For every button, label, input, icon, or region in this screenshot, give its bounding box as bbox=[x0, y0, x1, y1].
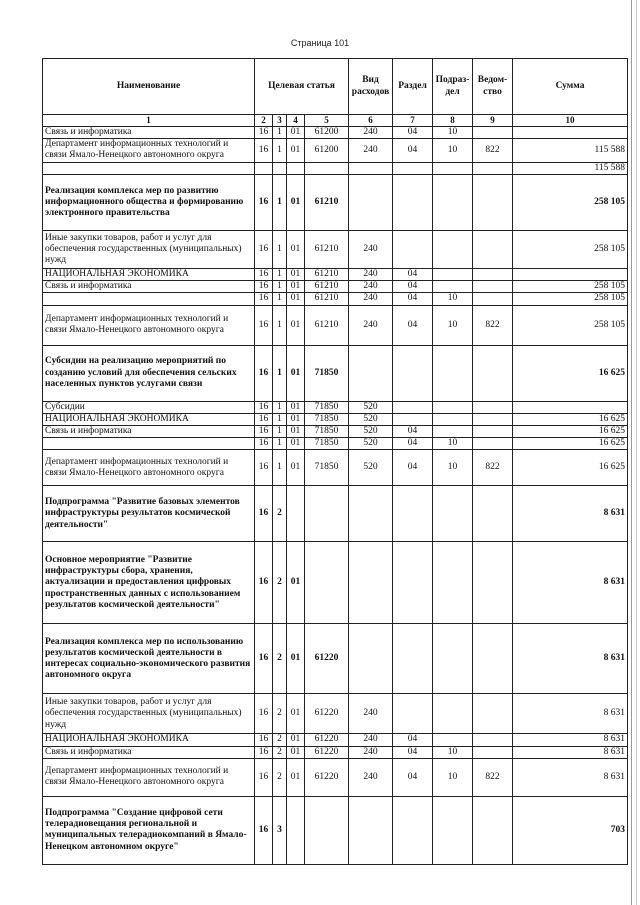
row-expense-type bbox=[349, 624, 393, 694]
header-expense-type: Вид расходов bbox=[349, 59, 393, 115]
row-amount: 8 631 bbox=[513, 486, 628, 542]
row-expense-type: 240 bbox=[349, 694, 393, 734]
row-section bbox=[393, 413, 433, 425]
row-direction-code: 71850 bbox=[305, 450, 349, 486]
row-name-cell: Иные закупки товаров, работ и услуг для обеспечения государственных (муниципальных) нужд bbox=[43, 694, 255, 734]
row-section bbox=[393, 231, 433, 269]
row-amount: 8 631 bbox=[513, 694, 628, 734]
row-subsection bbox=[433, 413, 473, 425]
row-subsection bbox=[433, 542, 473, 624]
row-subprogram-code: 2 bbox=[273, 758, 287, 796]
row-direction-code: 61210 bbox=[305, 269, 349, 281]
row-section bbox=[393, 162, 433, 174]
row-name-cell: Департамент информационных технологий и связи Ямало-Ненецкого автономного округа bbox=[43, 450, 255, 486]
row-section: 04 bbox=[393, 281, 433, 293]
row-amount: 16 625 bbox=[513, 450, 628, 486]
row-name-cell: НАЦИОНАЛЬНАЯ ЭКОНОМИКА bbox=[43, 734, 255, 746]
scan-edge-line bbox=[631, 0, 632, 905]
table-row bbox=[43, 345, 628, 401]
row-amount: 258 105 bbox=[513, 175, 628, 231]
row-department: 822 bbox=[473, 758, 513, 796]
header-name: Наименование bbox=[43, 59, 255, 115]
row-department bbox=[473, 486, 513, 542]
row-direction-code: 61220 bbox=[305, 734, 349, 746]
row-name-cell: Связь и информатика bbox=[43, 746, 255, 758]
row-subprogram-code: 1 bbox=[273, 281, 287, 293]
row-measure-code: 01 bbox=[287, 746, 305, 758]
row-section bbox=[393, 796, 433, 864]
row-subprogram-code: 1 bbox=[273, 450, 287, 486]
row-section: 04 bbox=[393, 746, 433, 758]
header-target: Целевая статья bbox=[255, 59, 349, 115]
row-direction-code: 71850 bbox=[305, 426, 349, 438]
row-department bbox=[473, 345, 513, 401]
row-amount: 16 625 bbox=[513, 413, 628, 425]
row-measure-code: 01 bbox=[287, 305, 305, 345]
row-amount: 8 631 bbox=[513, 734, 628, 746]
row-department bbox=[473, 401, 513, 413]
row-program-code: 16 bbox=[255, 758, 273, 796]
table-row bbox=[43, 438, 628, 450]
table-row bbox=[43, 450, 628, 486]
row-subprogram-code: 1 bbox=[273, 305, 287, 345]
row-measure-code: 01 bbox=[287, 624, 305, 694]
row-expense-type bbox=[349, 486, 393, 542]
row-expense-type: 240 bbox=[349, 734, 393, 746]
row-measure-code bbox=[287, 162, 305, 174]
table-body bbox=[43, 126, 628, 864]
row-expense-type bbox=[349, 796, 393, 864]
row-department bbox=[473, 175, 513, 231]
row-department bbox=[473, 281, 513, 293]
table-row bbox=[43, 734, 628, 746]
row-program-code: 16 bbox=[255, 345, 273, 401]
row-program-code: 16 bbox=[255, 305, 273, 345]
row-expense-type: 240 bbox=[349, 293, 393, 305]
row-measure-code: 01 bbox=[287, 694, 305, 734]
row-amount: 8 631 bbox=[513, 624, 628, 694]
row-measure-code: 01 bbox=[287, 413, 305, 425]
row-subprogram-code: 2 bbox=[273, 624, 287, 694]
row-subsection: 10 bbox=[433, 450, 473, 486]
table-row bbox=[43, 413, 628, 425]
row-amount bbox=[513, 269, 628, 281]
row-subprogram-code bbox=[273, 162, 287, 174]
row-measure-code: 01 bbox=[287, 401, 305, 413]
row-section: 04 bbox=[393, 138, 433, 162]
header-department: Ведом-ство bbox=[473, 59, 513, 115]
row-subsection: 10 bbox=[433, 126, 473, 138]
column-number-row bbox=[43, 115, 628, 127]
table-row bbox=[43, 126, 628, 138]
row-department bbox=[473, 162, 513, 174]
row-subprogram-code: 1 bbox=[273, 269, 287, 281]
row-direction-code: 61210 bbox=[305, 305, 349, 345]
row-section bbox=[393, 542, 433, 624]
row-expense-type: 240 bbox=[349, 281, 393, 293]
table-row bbox=[43, 542, 628, 624]
scan-edge-line-outer bbox=[636, 0, 637, 905]
row-expense-type: 240 bbox=[349, 758, 393, 796]
row-subsection bbox=[433, 734, 473, 746]
row-subprogram-code: 2 bbox=[273, 486, 287, 542]
row-subprogram-code: 1 bbox=[273, 401, 287, 413]
row-subprogram-code: 2 bbox=[273, 746, 287, 758]
col-number: 10 bbox=[513, 115, 628, 127]
row-program-code: 16 bbox=[255, 694, 273, 734]
col-number: 6 bbox=[349, 115, 393, 127]
row-program-code: 16 bbox=[255, 438, 273, 450]
row-subprogram-code: 1 bbox=[273, 413, 287, 425]
row-measure-code: 01 bbox=[287, 758, 305, 796]
row-program-code: 16 bbox=[255, 450, 273, 486]
table-row bbox=[43, 138, 628, 162]
row-department bbox=[473, 293, 513, 305]
row-program-code: 16 bbox=[255, 734, 273, 746]
table-row bbox=[43, 624, 628, 694]
row-subprogram-code: 1 bbox=[273, 438, 287, 450]
row-expense-type bbox=[349, 345, 393, 401]
row-direction-code: 71850 bbox=[305, 401, 349, 413]
row-subprogram-code: 1 bbox=[273, 126, 287, 138]
row-amount: 8 631 bbox=[513, 758, 628, 796]
row-subsection: 10 bbox=[433, 758, 473, 796]
row-department bbox=[473, 746, 513, 758]
row-department bbox=[473, 734, 513, 746]
page-number: Страница 101 bbox=[290, 38, 350, 48]
row-measure-code: 01 bbox=[287, 438, 305, 450]
row-amount bbox=[513, 126, 628, 138]
row-name-cell bbox=[43, 293, 255, 305]
row-program-code: 16 bbox=[255, 281, 273, 293]
row-amount: 8 631 bbox=[513, 746, 628, 758]
row-program-code: 16 bbox=[255, 126, 273, 138]
row-program-code: 16 bbox=[255, 624, 273, 694]
row-department bbox=[473, 796, 513, 864]
row-department: 822 bbox=[473, 450, 513, 486]
row-expense-type: 520 bbox=[349, 401, 393, 413]
row-direction-code: 61210 bbox=[305, 281, 349, 293]
row-amount: 258 105 bbox=[513, 305, 628, 345]
row-subsection: 10 bbox=[433, 746, 473, 758]
row-section: 04 bbox=[393, 305, 433, 345]
row-expense-type bbox=[349, 542, 393, 624]
col-number: 9 bbox=[473, 115, 513, 127]
row-subprogram-code: 2 bbox=[273, 694, 287, 734]
row-department bbox=[473, 624, 513, 694]
row-program-code: 16 bbox=[255, 542, 273, 624]
row-measure-code: 01 bbox=[287, 231, 305, 269]
row-department bbox=[473, 413, 513, 425]
row-name-cell: Подпрограмма "Развитие базовых элементов инфраструктуры результатов космической деятельности" bbox=[43, 486, 255, 542]
col-number: 2 bbox=[255, 115, 273, 127]
row-amount: 703 bbox=[513, 796, 628, 864]
row-section: 04 bbox=[393, 126, 433, 138]
row-expense-type: 240 bbox=[349, 269, 393, 281]
row-department bbox=[473, 426, 513, 438]
row-section: 04 bbox=[393, 426, 433, 438]
row-subsection bbox=[433, 281, 473, 293]
row-subprogram-code: 3 bbox=[273, 796, 287, 864]
row-section bbox=[393, 345, 433, 401]
row-measure-code bbox=[287, 486, 305, 542]
row-name-cell: Связь и информатика bbox=[43, 281, 255, 293]
row-measure-code: 01 bbox=[287, 293, 305, 305]
row-subprogram-code: 1 bbox=[273, 138, 287, 162]
row-expense-type bbox=[349, 162, 393, 174]
table-row bbox=[43, 486, 628, 542]
row-expense-type: 520 bbox=[349, 438, 393, 450]
row-name-cell: Реализация комплекса мер по развитию информационного общества и формированию электронного правительства bbox=[43, 175, 255, 231]
row-direction-code: 61220 bbox=[305, 746, 349, 758]
row-program-code: 16 bbox=[255, 293, 273, 305]
table-row bbox=[43, 746, 628, 758]
row-expense-type: 240 bbox=[349, 126, 393, 138]
row-name-cell: Связь и информатика bbox=[43, 126, 255, 138]
row-name-cell: Иные закупки товаров, работ и услуг для обеспечения государственных (муниципальных) нужд bbox=[43, 231, 255, 269]
row-name-cell: Связь и информатика bbox=[43, 426, 255, 438]
row-direction-code: 71850 bbox=[305, 438, 349, 450]
row-program-code: 16 bbox=[255, 231, 273, 269]
row-subsection bbox=[433, 796, 473, 864]
row-amount: 16 625 bbox=[513, 438, 628, 450]
row-expense-type: 240 bbox=[349, 305, 393, 345]
table-row bbox=[43, 694, 628, 734]
row-direction-code: 61210 bbox=[305, 293, 349, 305]
row-subsection: 10 bbox=[433, 305, 473, 345]
row-direction-code bbox=[305, 796, 349, 864]
table-row bbox=[43, 162, 628, 174]
row-measure-code: 01 bbox=[287, 345, 305, 401]
row-section: 04 bbox=[393, 734, 433, 746]
row-subprogram-code: 1 bbox=[273, 175, 287, 231]
row-department bbox=[473, 694, 513, 734]
row-name-cell: Реализация комплекса мер по использованию результатов космической деятельности в интересах социально-экономического развития автономного округа bbox=[43, 624, 255, 694]
header-subsection: Подраз-дел bbox=[433, 59, 473, 115]
row-direction-code bbox=[305, 162, 349, 174]
row-expense-type bbox=[349, 175, 393, 231]
row-direction-code: 61210 bbox=[305, 175, 349, 231]
col-number: 1 bbox=[43, 115, 255, 127]
row-department bbox=[473, 269, 513, 281]
row-department: 822 bbox=[473, 305, 513, 345]
row-department bbox=[473, 126, 513, 138]
row-subsection bbox=[433, 624, 473, 694]
table-row bbox=[43, 401, 628, 413]
row-name-cell: Основное мероприятие "Развитие инфраструктуры сбора, хранения, актуализации и предоставления цифровых пространственных данных с использованием результатов космической деятельности" bbox=[43, 542, 255, 624]
row-section bbox=[393, 694, 433, 734]
table-row bbox=[43, 305, 628, 345]
row-subsection bbox=[433, 345, 473, 401]
row-program-code: 16 bbox=[255, 401, 273, 413]
row-amount: 258 105 bbox=[513, 231, 628, 269]
row-program-code: 16 bbox=[255, 746, 273, 758]
row-name-cell: НАЦИОНАЛЬНАЯ ЭКОНОМИКА bbox=[43, 413, 255, 425]
row-name-cell: Департамент информационных технологий и связи Ямало-Ненецкого автономного округа bbox=[43, 305, 255, 345]
row-measure-code: 01 bbox=[287, 542, 305, 624]
row-section bbox=[393, 401, 433, 413]
row-subprogram-code: 2 bbox=[273, 542, 287, 624]
row-program-code: 16 bbox=[255, 138, 273, 162]
row-amount: 16 625 bbox=[513, 345, 628, 401]
table-row bbox=[43, 269, 628, 281]
row-subsection bbox=[433, 269, 473, 281]
row-name-cell: Субсидии на реализацию мероприятий по созданию условий для обеспечения сельских населенных пунктов услугами связи bbox=[43, 345, 255, 401]
row-section: 04 bbox=[393, 438, 433, 450]
row-subsection: 10 bbox=[433, 438, 473, 450]
header-amount: Сумма bbox=[513, 59, 628, 115]
row-program-code: 16 bbox=[255, 426, 273, 438]
row-direction-code: 61220 bbox=[305, 694, 349, 734]
row-subsection bbox=[433, 175, 473, 231]
row-subprogram-code: 1 bbox=[273, 293, 287, 305]
row-direction-code: 71850 bbox=[305, 413, 349, 425]
table-row bbox=[43, 293, 628, 305]
row-program-code: 16 bbox=[255, 175, 273, 231]
row-department bbox=[473, 438, 513, 450]
row-subprogram-code: 1 bbox=[273, 426, 287, 438]
row-subprogram-code: 1 bbox=[273, 345, 287, 401]
table-row bbox=[43, 231, 628, 269]
row-direction-code: 61200 bbox=[305, 138, 349, 162]
budget-table bbox=[42, 58, 628, 865]
row-measure-code: 01 bbox=[287, 175, 305, 231]
row-name-cell: Департамент информационных технологий и связи Ямало-Ненецкого автономного округа bbox=[43, 138, 255, 162]
row-section: 04 bbox=[393, 269, 433, 281]
row-section: 04 bbox=[393, 293, 433, 305]
row-direction-code: 61220 bbox=[305, 624, 349, 694]
col-number: 4 bbox=[287, 115, 305, 127]
row-name-cell: НАЦИОНАЛЬНАЯ ЭКОНОМИКА bbox=[43, 269, 255, 281]
row-section: 04 bbox=[393, 450, 433, 486]
table-row bbox=[43, 796, 628, 864]
row-direction-code: 71850 bbox=[305, 345, 349, 401]
row-measure-code bbox=[287, 796, 305, 864]
row-name-cell: Департамент информационных технологий и связи Ямало-Ненецкого автономного округа bbox=[43, 758, 255, 796]
row-program-code: 16 bbox=[255, 486, 273, 542]
table-row bbox=[43, 175, 628, 231]
row-measure-code: 01 bbox=[287, 281, 305, 293]
row-expense-type: 520 bbox=[349, 450, 393, 486]
col-number: 5 bbox=[305, 115, 349, 127]
row-expense-type: 520 bbox=[349, 426, 393, 438]
row-subsection bbox=[433, 426, 473, 438]
table-row bbox=[43, 758, 628, 796]
row-amount: 8 631 bbox=[513, 542, 628, 624]
row-subsection bbox=[433, 162, 473, 174]
row-subsection bbox=[433, 401, 473, 413]
row-amount: 258 105 bbox=[513, 281, 628, 293]
row-measure-code: 01 bbox=[287, 138, 305, 162]
row-amount bbox=[513, 401, 628, 413]
col-number: 3 bbox=[273, 115, 287, 127]
row-expense-type: 240 bbox=[349, 746, 393, 758]
row-amount: 16 625 bbox=[513, 426, 628, 438]
row-subsection: 10 bbox=[433, 293, 473, 305]
table-row bbox=[43, 281, 628, 293]
row-amount: 115 588 bbox=[513, 162, 628, 174]
row-department bbox=[473, 231, 513, 269]
row-name-cell bbox=[43, 162, 255, 174]
row-subsection: 10 bbox=[433, 138, 473, 162]
row-subprogram-code: 1 bbox=[273, 231, 287, 269]
row-direction-code: 61210 bbox=[305, 231, 349, 269]
row-subsection bbox=[433, 694, 473, 734]
row-measure-code: 01 bbox=[287, 269, 305, 281]
row-section: 04 bbox=[393, 758, 433, 796]
col-number: 8 bbox=[433, 115, 473, 127]
row-section bbox=[393, 486, 433, 542]
row-department bbox=[473, 542, 513, 624]
row-measure-code: 01 bbox=[287, 450, 305, 486]
row-subsection bbox=[433, 231, 473, 269]
row-measure-code: 01 bbox=[287, 734, 305, 746]
row-measure-code: 01 bbox=[287, 126, 305, 138]
row-direction-code bbox=[305, 542, 349, 624]
row-amount: 115 588 bbox=[513, 138, 628, 162]
row-expense-type: 240 bbox=[349, 138, 393, 162]
row-expense-type: 520 bbox=[349, 413, 393, 425]
row-name-cell: Подпрограмма "Создание цифровой сети телерадиовещания региональной и муниципальных телерадиокомпаний в Ямало-Ненецком автономном округе" bbox=[43, 796, 255, 864]
row-program-code: 16 bbox=[255, 413, 273, 425]
row-direction-code bbox=[305, 486, 349, 542]
row-subprogram-code: 2 bbox=[273, 734, 287, 746]
row-program-code: 16 bbox=[255, 269, 273, 281]
row-section bbox=[393, 175, 433, 231]
row-name-cell bbox=[43, 438, 255, 450]
row-direction-code: 61220 bbox=[305, 758, 349, 796]
row-program-code bbox=[255, 162, 273, 174]
row-direction-code: 61200 bbox=[305, 126, 349, 138]
header-section: Раздел bbox=[393, 59, 433, 115]
row-department: 822 bbox=[473, 138, 513, 162]
row-section bbox=[393, 624, 433, 694]
row-name-cell: Субсидии bbox=[43, 401, 255, 413]
col-number: 7 bbox=[393, 115, 433, 127]
row-subsection bbox=[433, 486, 473, 542]
row-expense-type: 240 bbox=[349, 231, 393, 269]
row-amount: 258 105 bbox=[513, 293, 628, 305]
row-program-code: 16 bbox=[255, 796, 273, 864]
table-header-row bbox=[43, 59, 628, 115]
row-measure-code: 01 bbox=[287, 426, 305, 438]
table-row bbox=[43, 426, 628, 438]
